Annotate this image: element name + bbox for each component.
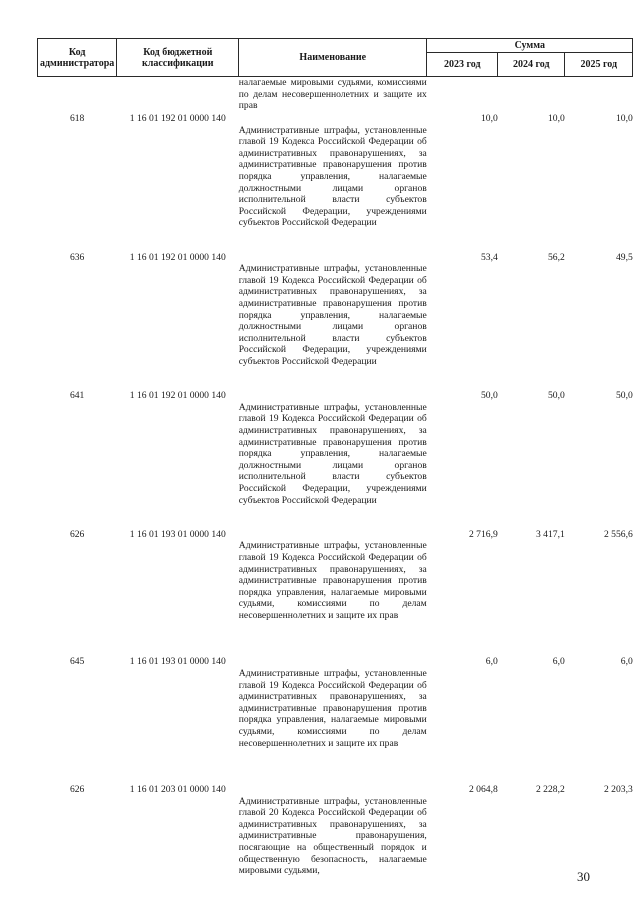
header-name: Наименование [239,39,427,77]
header-year-2023: 2023 год [427,53,498,77]
admin-code-cell: 641 [69,390,85,402]
table-body [38,77,633,877]
admin-code-cell: 636 [69,251,85,263]
sum-2025-cell: 2 556,6 [603,528,633,540]
sum-2025-cell: 10,0 [615,113,633,124]
sum-2025-cell [565,796,633,877]
kbk-cell: 1 16 01 203 01 0000 140 [129,783,226,795]
kbk-cell: 1 16 01 192 01 0000 140 [129,251,226,263]
budget-table [37,38,633,877]
sum-2023-cell: 50,0 [480,390,498,402]
sum-2023-cell [427,796,498,877]
sum-2024-cell: 2 228,2 [535,783,565,795]
sum-2025-cell: 6,0 [620,656,633,668]
sum-2024-cell: 6,0 [552,656,565,668]
kbk-cell: 1 16 01 192 01 0000 140 [129,390,226,402]
sum-2023-cell: 6,0 [485,656,498,668]
header-year-2025: 2025 год [565,53,633,77]
table-row [38,402,633,541]
kbk-cell [117,796,239,877]
name-cell: Административные штрафы, установленные главой 19 Кодекса Российской Федерации об административных правонарушениях, за административные правонарушения против порядка управления, налагаемые должностными лицами органов исполнительной власти субъектов Российской Федерации, учреждениями субъектов Российской Федерации [238,401,427,506]
header-kbk: Код бюджетной классификации [117,39,239,77]
table-row [38,796,633,877]
sum-2024-cell: 56,2 [547,251,565,263]
sum-2024-cell: 3 417,1 [535,528,565,540]
page-number: 30 [577,869,590,884]
sum-2023-cell: 2 064,8 [468,783,498,795]
name-cell: налагаемые мировыми судьями, комиссиями по делам несовершеннолетних и защите их прав [238,77,427,112]
sum-2024-cell: 50,0 [547,390,565,402]
name-cell: Административные штрафы, установленные главой 19 Кодекса Российской Федерации об административных правонарушениях, за административные правонарушения против порядка управления, налагаемые должностными лицами органов исполнительной власти субъектов Российской Федерации, учреждениями субъектов Российской Федерации [238,124,427,229]
admin-code-cell: 626 [69,528,85,540]
header-sum: Сумма [427,39,633,53]
sum-2024-cell [498,796,565,877]
kbk-cell: 1 16 01 193 01 0000 140 [129,656,226,668]
sum-2023-cell: 2 716,9 [468,528,498,540]
kbk-cell: 1 16 01 192 01 0000 140 [129,113,226,124]
table-row [38,263,633,402]
admin-code-cell: 645 [69,656,85,668]
admin-code-cell [38,796,117,877]
name-cell: Административные штрафы, установленные главой 19 Кодекса Российской Федерации об административных правонарушениях, за административные правонарушения против порядка управления, налагаемые мировыми судьями, комиссиями по делам несовершеннолетних и защите их прав [238,540,427,621]
sum-2025-cell: 50,0 [615,390,633,402]
table-row [38,77,633,125]
sum-2023-cell: 10,0 [480,113,498,124]
sum-2024-cell: 10,0 [547,113,565,124]
table-row [38,540,633,668]
name-cell: Административные штрафы, установленные главой 20 Кодекса Российской Федерации об административных правонарушениях, за административные правонарушения, посягающие на общественный порядок и общественную безопасность, налагаемые мировыми судьями, [238,795,427,877]
table-row [38,125,633,264]
table-header [38,39,633,77]
kbk-cell: 1 16 01 193 01 0000 140 [129,528,226,540]
admin-code-cell: 626 [69,783,85,795]
sum-2025-cell: 2 203,3 [603,783,633,795]
table-row [38,668,633,796]
header-year-2024: 2024 год [498,53,565,77]
sum-2023-cell: 53,4 [480,251,498,263]
name-cell: Административные штрафы, установленные главой 19 Кодекса Российской Федерации об административных правонарушениях, за административные правонарушения против порядка управления, налагаемые должностными лицами органов исполнительной власти субъектов Российской Федерации, учреждениями субъектов Российской Федерации [238,263,427,367]
admin-code-cell: 618 [69,113,85,124]
sum-2025-cell: 49,5 [615,251,633,263]
name-cell: Административные штрафы, установленные главой 19 Кодекса Российской Федерации об административных правонарушениях, за административные правонарушения против порядка управления, налагаемые мировыми судьями, комиссиями по делам несовершеннолетних и защите их прав [238,667,427,749]
header-admin-code: Код администратора [38,39,117,77]
